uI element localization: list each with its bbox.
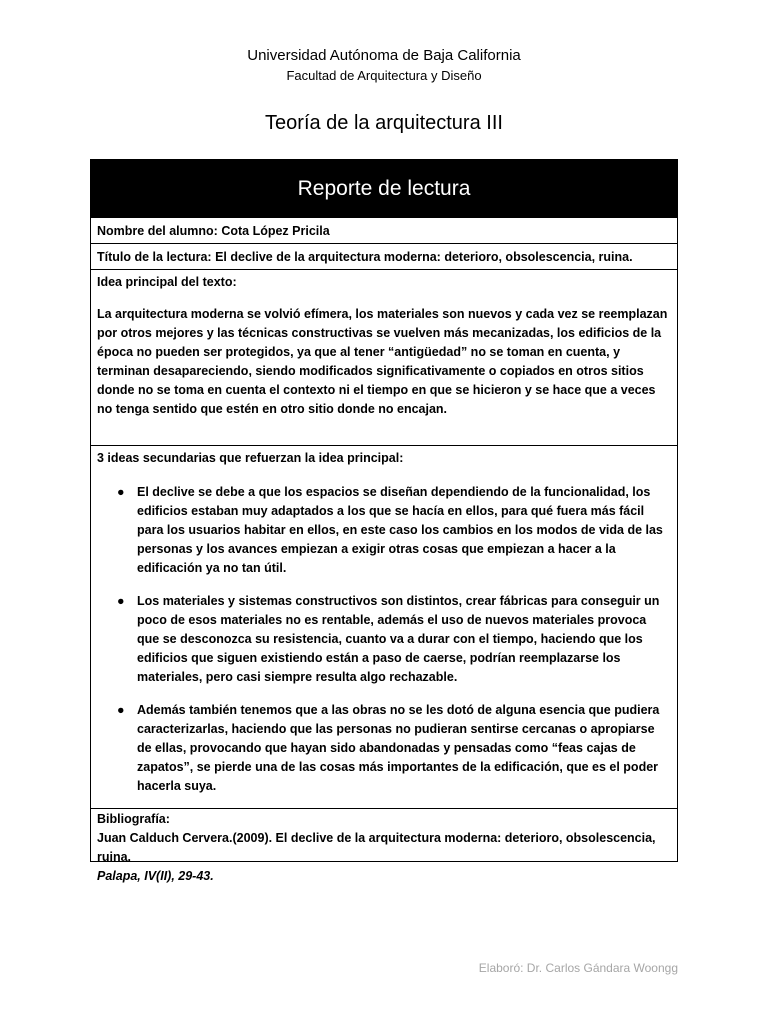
faculty-name: Facultad de Arquitectura y Diseño (286, 68, 482, 83)
secondary-ideas-list (97, 483, 671, 796)
main-idea-label: Idea principal del texto: (97, 275, 237, 289)
secondary-ideas-section (91, 445, 677, 808)
bibliography-section (91, 808, 677, 883)
list-item (97, 701, 671, 796)
document-header (0, 46, 768, 85)
main-idea-text: La arquitectura moderna se volvió efímera, los materiales son nuevos y cada vez se reemplazan por otros mejores y las técnicas constructivas se vuelven más mecanizadas, los edificios de la época no pueden ser protegidos, ya que al tener “antigüedad” no se toman en cuenta, y terminan desapareciendo, siendo modificados significativamente o copiados en otros sitios donde no se toma en cuenta el contexto ni el tiempo en que se hicieron y se hace que a veces no tenga sentido que estén en otro sitio donde no encajan. (97, 307, 668, 416)
list-item (97, 592, 671, 687)
student-name-row (91, 217, 677, 243)
secondary-idea-text: El declive se debe a que los espacios se diseñan dependiendo de la funcionalidad, los edificios estaban muy adaptados a los que se hacía en ellos, para qué fuera más fácil para los usuarios habitar en ellos, en este caso los cambios en los modos de vida de las personas y los avances empiezan a exigir otras cosas que empiezan a hacer a la edificación ya no tan útil. (137, 485, 663, 575)
secondary-ideas-label: 3 ideas secundarias que refuerzan la idea principal: (97, 451, 404, 465)
secondary-idea-text: Además también tenemos que a las obras no se les dotó de alguna esencia que pudiera caracterizarlas, haciendo que las personas no pudieran sentirse cercanas o apropiarse de ellas, provocando que hayan sido abandonadas y pensadas como “feas cajas de zapatos”, se pierde una de las cosas más importantes de la edificación, que es el poder hacerla suya. (137, 703, 660, 793)
list-item (97, 483, 671, 578)
bullet-icon: ● (117, 594, 125, 608)
reading-title: Título de la lectura: El declive de la arquitectura moderna: deterioro, obsolescencia, ruina. (97, 250, 633, 264)
footer-author: Elaboró: Dr. Carlos Gándara Woongg (478, 961, 678, 975)
secondary-idea-text: Los materiales y sistemas constructivos son distintos, crear fábricas para conseguir un poco de esos materiales no es rentable, además el uso de nuevos materiales provoca que se desconozca su resistencia, cuanto va a durar con el tiempo, haciendo que los edificios que siguen existiendo están a paso de caerse, podrían reemplazarse los materiales, pero casi siempre resulta algo rechazable. (137, 594, 660, 684)
bibliography-entry: Juan Calduch Cervera.(2009). El declive de la arquitectura moderna: deterioro, obsolescencia, ruina. (97, 831, 656, 864)
university-name: Universidad Autónoma de Baja California (247, 47, 521, 64)
bullet-icon: ● (117, 703, 125, 717)
bibliography-journal: Palapa, IV(II), 29-43. (97, 869, 214, 883)
bibliography-label: Bibliografía: (97, 812, 170, 826)
main-idea-section (91, 269, 677, 445)
report-table (90, 159, 678, 883)
student-name: Nombre del alumno: Cota López Pricila (97, 224, 330, 238)
report-heading: Reporte de lectura (91, 160, 677, 217)
course-title: Teoría de la arquitectura III (265, 112, 503, 134)
reading-title-row (91, 243, 677, 269)
bullet-icon: ● (117, 485, 125, 499)
